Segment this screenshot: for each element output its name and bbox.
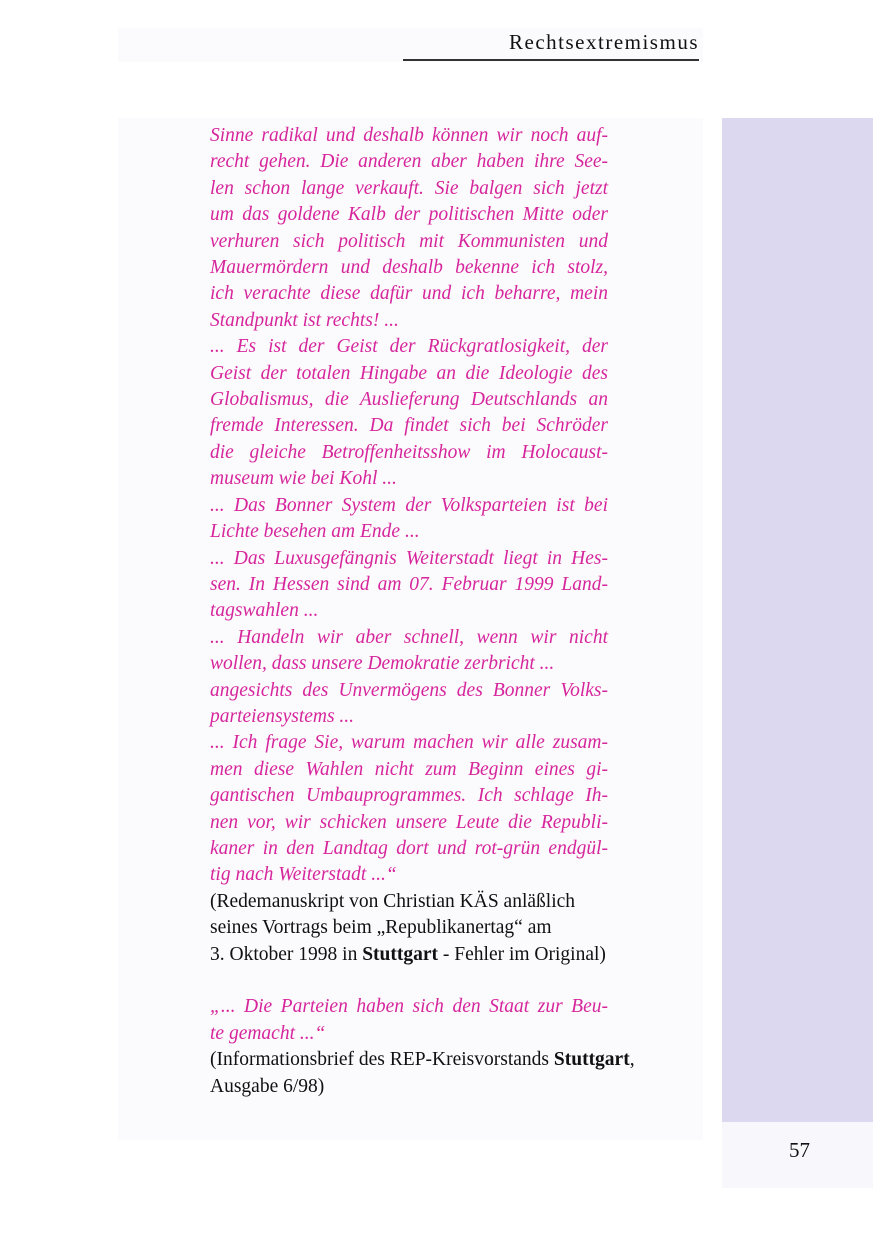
- speech-quote: [210, 123, 608, 889]
- citation-place: Stuttgart: [362, 943, 439, 965]
- citation-text: - Fehler im Original): [438, 943, 606, 965]
- speech-citation: [210, 889, 608, 968]
- citation-text: 3. Oktober 1998 in: [210, 943, 363, 965]
- quote-line: recht gehen. Die anderen aber haben ihre See-: [210, 151, 608, 173]
- quote-line: kaner in den Landtag dort und rot-grün endgül-: [210, 837, 608, 859]
- quote-line: ... Ich frage Sie, warum machen wir alle zusam-: [210, 732, 608, 754]
- quote-line: ... Es ist der Geist der Rückgratlosigkeit, der: [210, 336, 608, 358]
- quote-line: Lichte besehen am Ende ...: [210, 521, 420, 543]
- body-text: [210, 123, 635, 1100]
- citation-line: (Redemanuskript von Christian KÄS anläßlich: [210, 890, 576, 912]
- second-quote: [210, 994, 608, 1047]
- quote-line: ... Handeln wir aber schnell, wenn wir nicht: [210, 626, 608, 648]
- citation-text: (Informationsbrief des REP-Kreisvorstands: [210, 1049, 554, 1071]
- second-citation: [210, 1047, 635, 1100]
- quote-line: ich verachte diese dafür und ich beharre, mein: [210, 283, 608, 305]
- citation-line: [210, 942, 608, 968]
- quote-line: tig nach Weiterstadt ...“: [210, 864, 397, 886]
- citation-line: seines Vortrags beim „Republikanertag“ am: [210, 917, 552, 939]
- quote-line: Standpunkt ist rechts! ...: [210, 309, 399, 331]
- quote-line: fremde Interessen. Da findet sich bei Schröder: [210, 415, 608, 437]
- quote-line: „... Die Parteien haben sich den Staat zur Beu-: [210, 996, 608, 1018]
- citation-line: Ausgabe 6/98): [210, 1075, 325, 1097]
- quote-line: museum wie bei Kohl ...: [210, 468, 397, 490]
- quote-line: um das goldene Kalb der politischen Mitte oder: [210, 204, 608, 226]
- quote-line: die gleiche Betroffenheitsshow im Holocaust-: [210, 441, 608, 463]
- quote-line: Sinne radikal und deshalb können wir noch auf-: [210, 125, 608, 146]
- quote-line: ... Das Luxusgefängnis Weiterstadt liegt in Hes-: [210, 547, 608, 569]
- running-head: Rechtsextremismus: [509, 30, 699, 54]
- quote-line: ... Das Bonner System der Volksparteien ist bei: [210, 494, 608, 516]
- citation-line: [210, 1047, 635, 1073]
- header-rule: [403, 59, 699, 61]
- quote-line: Globalismus, die Auslieferung Deutschlands an: [210, 389, 608, 411]
- quote-line: tagswahlen ...: [210, 600, 319, 622]
- quote-line: angesichts des Unvermögens des Bonner Volks-: [210, 679, 608, 701]
- quote-line: verhuren sich politisch mit Kommunisten und: [210, 230, 608, 252]
- quote-line: sen. In Hessen sind am 07. Februar 1999 Land-: [210, 573, 608, 595]
- paragraph-gap: [210, 968, 608, 994]
- quote-line: nen vor, wir schicken unsere Leute die Republi-: [210, 811, 608, 833]
- page-number: 57: [789, 1138, 810, 1162]
- quote-line: Geist der totalen Hingabe an die Ideologie des: [210, 362, 608, 384]
- quote-line: men diese Wahlen nicht zum Beginn eines gi-: [210, 758, 608, 780]
- citation-text: ,: [629, 1049, 635, 1071]
- quote-line: te gemacht ...“: [210, 1022, 326, 1044]
- citation-place: Stuttgart: [553, 1049, 630, 1071]
- side-bar: [722, 118, 873, 1122]
- quote-line: parteiensystems ...: [210, 705, 355, 727]
- quote-line: gantischen Umbauprogrammes. Ich schlage Ih-: [210, 785, 608, 807]
- quote-line: Mauermördern und deshalb bekenne ich stolz,: [210, 257, 608, 279]
- quote-line: len schon lange verkauft. Sie balgen sich jetzt: [210, 177, 608, 199]
- quote-line: wollen, dass unsere Demokratie zerbricht ...: [210, 653, 555, 675]
